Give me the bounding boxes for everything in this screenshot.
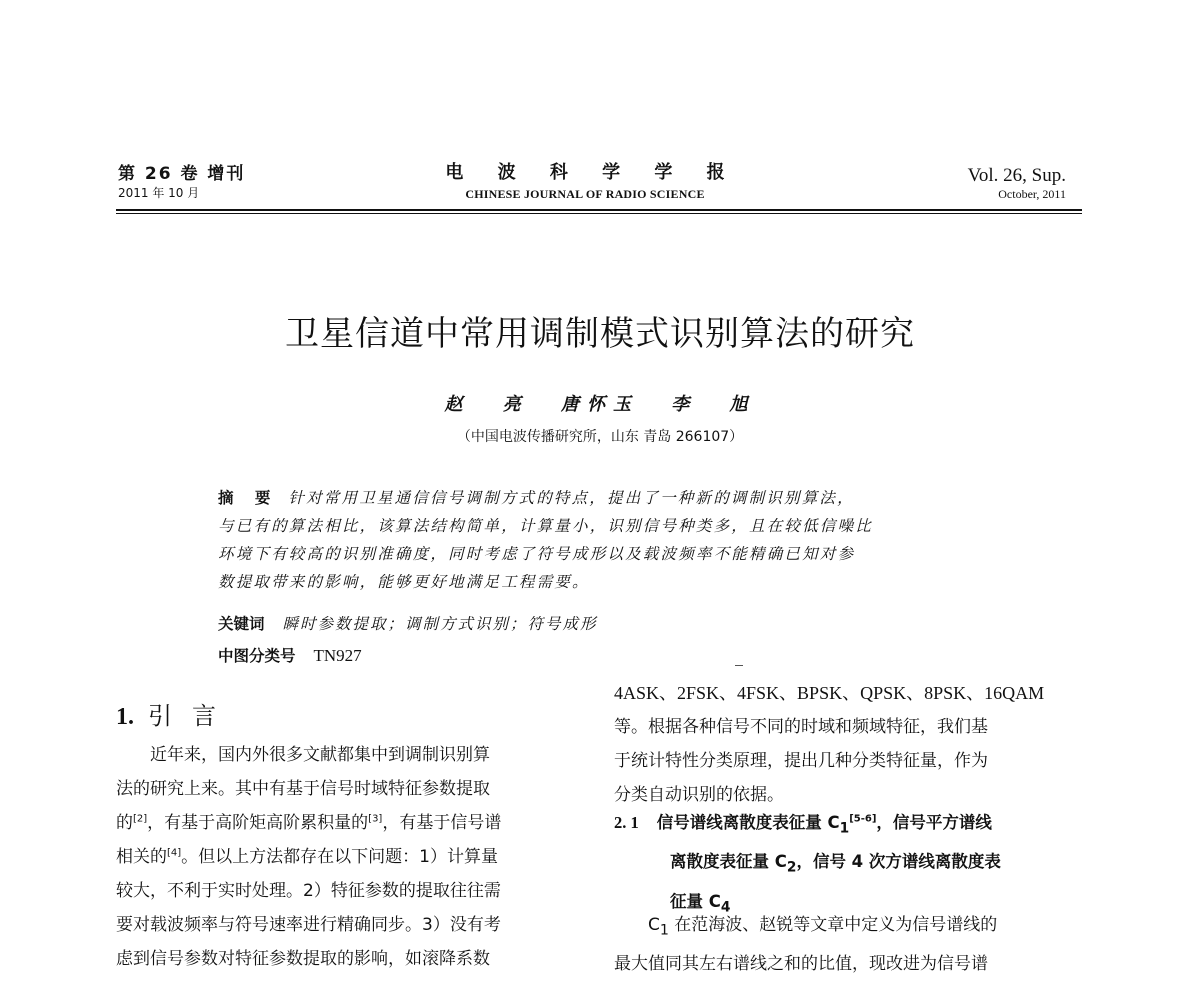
classification — [218, 642, 362, 670]
subsection-line: 征量 $C_4$ — [670, 891, 731, 915]
body-line: 于统计特性分类原理，提出几种分类特征量，作为 — [614, 751, 988, 771]
abstract-label: 摘 要 — [218, 489, 279, 507]
volume-cn: 第 26 卷 增刊 — [118, 164, 246, 184]
keywords-text: 瞬时参数提取；调制方式识别；符号成形 — [282, 615, 598, 633]
running-header-left — [118, 166, 245, 199]
keywords-label: 关键词 — [218, 615, 265, 633]
volume-en: Vol. 26, Sup. — [967, 165, 1066, 186]
paper-title: 卫星信道中常用调制模式识别算法的研究 — [285, 314, 915, 354]
running-header-center — [420, 164, 750, 200]
section-number: 1. — [116, 704, 134, 730]
section-heading — [116, 696, 220, 731]
citation-ref: [2] — [133, 813, 148, 825]
subsection-line: 2. 1 信号谱线离散度表征量 $C_1[5-6]$，信号平方谱线 — [614, 813, 992, 837]
header-rule — [116, 209, 1082, 211]
body-line: 最大值同其左右谱线之和的比值，现改进为信号谱 — [614, 954, 988, 975]
right-column-body — [614, 908, 1080, 981]
body-line: 较大，不利于实时处理。2）特征参数的提取往往需 — [116, 881, 501, 901]
right-column — [614, 676, 1080, 812]
keywords — [218, 610, 598, 638]
body-line: 的[2]，有基于高阶矩高阶累积量的[3]，有基于信号谱 — [116, 813, 502, 833]
running-header-right — [968, 166, 1066, 200]
body-line: 相关的[4]。但以上方法都存在以下问题：1）计算量 — [116, 847, 498, 867]
subsection-line: 离散度表征量 $C_2$，信号 4 次方谱线离散度表 — [670, 852, 1001, 876]
section-title-a: 引 — [148, 702, 176, 730]
citation-ref: [5-6] — [849, 813, 877, 825]
body-line: 虑到信号参数对特征参数提取的影响，如滚降系数 — [116, 949, 490, 969]
subsection-number: 2. 1 — [614, 813, 639, 832]
classification-label: 中图分类号 — [218, 647, 296, 665]
left-column — [116, 738, 578, 976]
affiliation: （中国电波传播研究所，山东 青岛 266107） — [456, 429, 744, 445]
subsection-heading — [614, 806, 1084, 924]
citation-ref: [4] — [167, 847, 182, 859]
modulation-list: 4ASK、2FSK、4FSK、BPSK、QPSK、8PSK、16QAM — [614, 683, 1045, 703]
header-rule-thin — [116, 213, 1082, 214]
date-en: October, 2011 — [998, 187, 1066, 201]
classification-code: TN927 — [313, 646, 362, 665]
body-line: 法的研究上来。其中有基于信号时域特征参数提取 — [116, 779, 490, 799]
body-line: 近年来，国内外很多文献都集中到调制识别算 — [150, 745, 490, 765]
abstract-line: 环境下有较高的识别准确度，同时考虑了符号成形以及载波频率不能精确已知对参 — [218, 545, 856, 563]
abstract — [218, 484, 978, 596]
abstract-line: 针对常用卫星通信信号调制方式的特点，提出了一种新的调制识别算法， — [288, 489, 855, 507]
date-cn: 2011 年 10 月 — [118, 186, 200, 200]
citation-ref: [3] — [368, 813, 383, 825]
body-line: $C_1$ 在范海波、赵锐等文章中定义为信号谱线的 — [648, 915, 998, 939]
column-mark — [735, 665, 743, 666]
abstract-line: 与已有的算法相比，该算法结构简单，计算量小，识别信号种类多，且在较低信噪比 — [218, 517, 873, 535]
body-line: 要对载波频率与符号速率进行精确同步。3）没有考 — [116, 915, 501, 935]
journal-name-en: CHINESE JOURNAL OF RADIO SCIENCE — [465, 187, 705, 201]
authors: 赵 亮 唐怀玉 李 旭 — [444, 394, 756, 415]
abstract-line: 数提取带来的影响，能够更好地满足工程需要。 — [218, 573, 590, 591]
section-title-b: 言 — [192, 702, 220, 730]
journal-name-cn: 电 波 科 学 学 报 — [445, 162, 739, 183]
body-line: 等。根据各种信号不同的时域和频域特征，我们基 — [614, 717, 988, 737]
body-line: 分类自动识别的依据。 — [614, 785, 784, 805]
